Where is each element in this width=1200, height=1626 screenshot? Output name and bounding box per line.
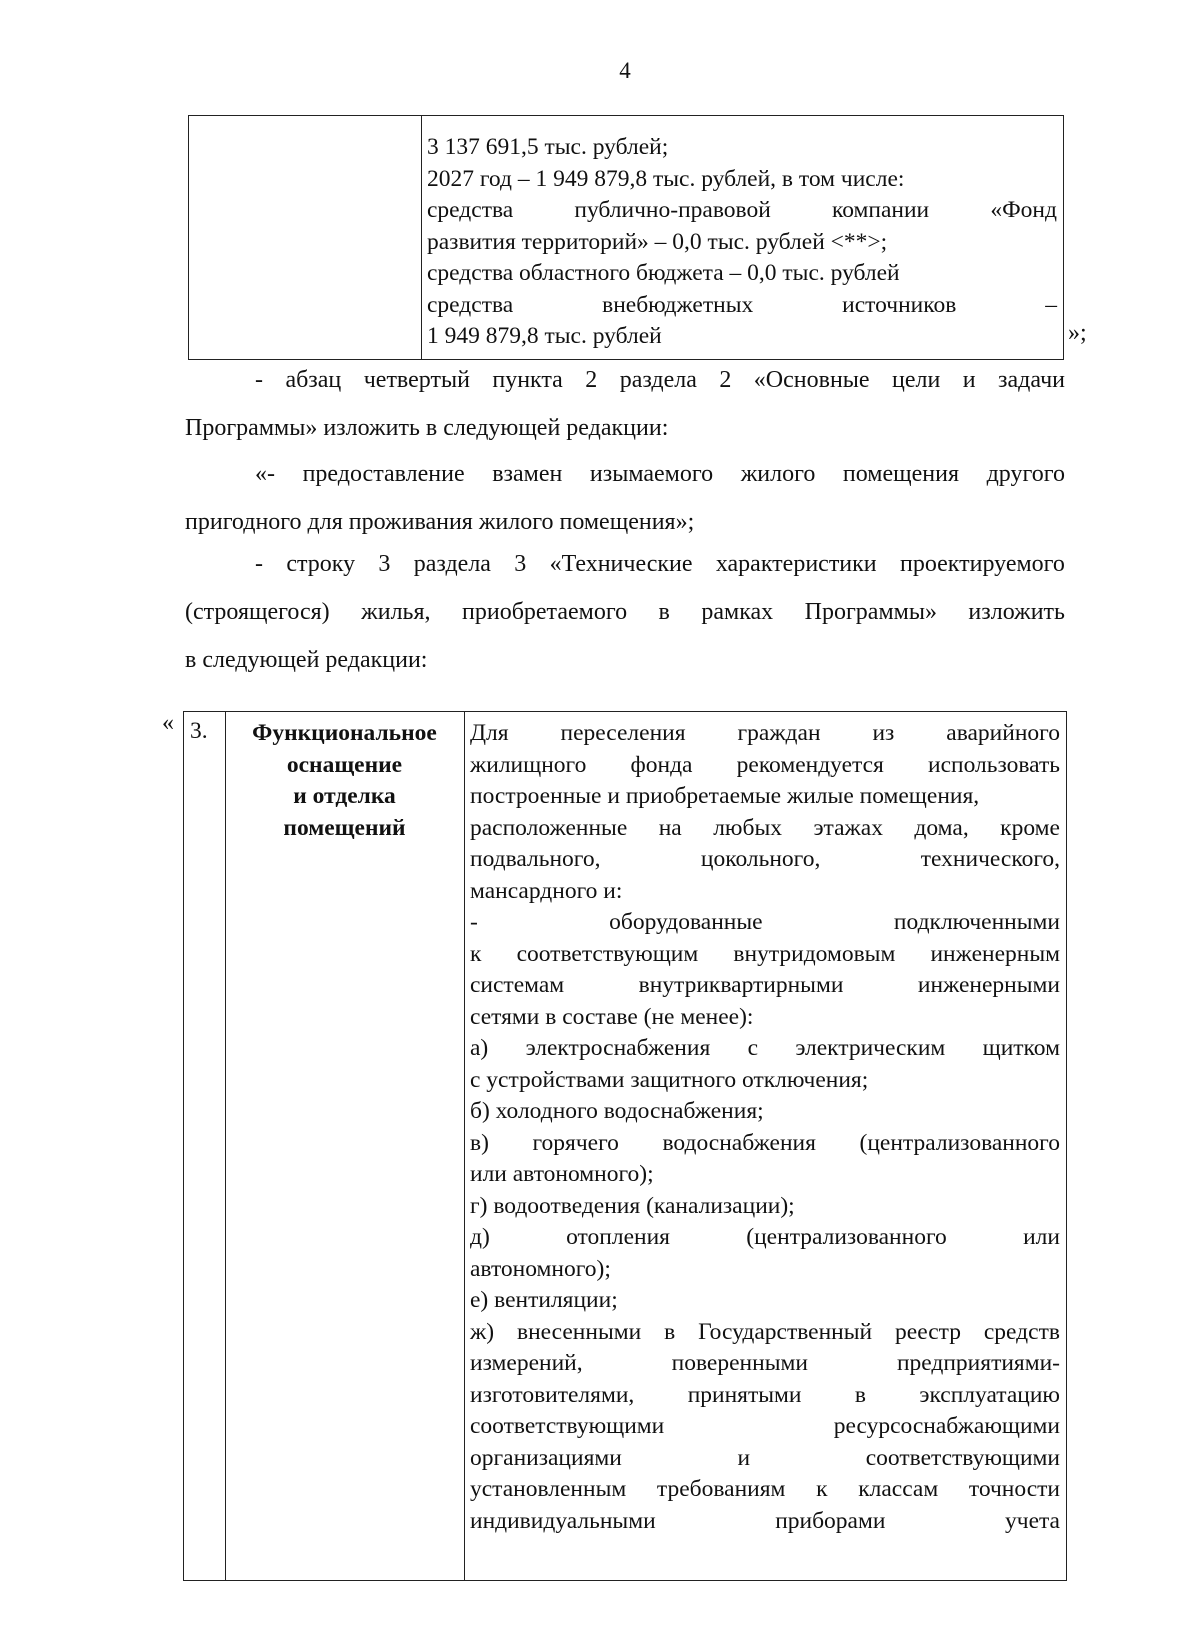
word: автономного); — [470, 1255, 611, 1282]
word: граждан — [737, 720, 821, 746]
word: строку — [286, 551, 356, 577]
word: подключенными — [893, 909, 1060, 935]
word: рамках — [701, 599, 774, 625]
word: 2 — [719, 367, 732, 393]
text-line — [470, 1128, 1060, 1160]
word: Государственный — [698, 1318, 873, 1345]
text-line — [470, 1222, 1060, 1254]
text-line — [185, 588, 1065, 636]
word: точности — [968, 1476, 1060, 1502]
word: установленным — [470, 1476, 627, 1502]
word: или автономного); — [470, 1161, 654, 1187]
word: 2 — [585, 367, 598, 393]
closing-quote-mark: »; — [1068, 320, 1087, 346]
word: инженерными — [917, 972, 1060, 998]
word: 3 — [378, 551, 391, 577]
header-line: и отделка — [293, 783, 396, 809]
paragraph-section-2-amendment — [185, 356, 1065, 452]
word: средства — [427, 291, 514, 318]
text-line — [470, 1002, 1060, 1034]
word: с устройствами защитного отключения; — [470, 1066, 869, 1093]
text-line — [470, 1191, 1060, 1223]
funding-table-label-cell — [189, 116, 422, 359]
word: аварийного — [946, 720, 1060, 746]
word: горячего — [532, 1129, 619, 1156]
word: средства — [427, 197, 514, 223]
word: отопления — [566, 1224, 670, 1250]
word: реестр — [895, 1318, 961, 1345]
word: 2027 год – 1 949 879,8 тыс. рублей, в том числе: — [427, 165, 905, 192]
text-line — [470, 1065, 1060, 1097]
text-line — [427, 227, 1057, 259]
text-line — [470, 813, 1060, 845]
text-line — [185, 404, 1065, 452]
word: и — [737, 1444, 751, 1471]
word: цокольного, — [700, 846, 821, 872]
word: характеристики — [715, 551, 877, 577]
word: развития территорий» – 0,0 тыс. рублей <**>; — [427, 228, 888, 255]
text-line — [427, 164, 1057, 196]
text-line — [427, 258, 1057, 290]
word: - — [255, 367, 263, 393]
word: принятыми — [687, 1381, 802, 1408]
word: изготовителями, — [470, 1381, 635, 1408]
word: расположенные — [470, 814, 628, 841]
word: рекомендуется — [736, 751, 884, 778]
text-line — [470, 750, 1060, 782]
word: жилья, — [361, 599, 431, 625]
word: в следующей редакции: — [185, 647, 428, 673]
word: жилищного — [470, 751, 587, 778]
text-line — [185, 498, 1065, 546]
technical-characteristics-table — [183, 711, 1067, 1581]
text-line — [470, 970, 1060, 1002]
text-line — [427, 321, 1057, 353]
word: д) — [470, 1224, 490, 1250]
text-line — [470, 844, 1060, 876]
funding-table — [188, 115, 1064, 360]
funding-table-value-cell — [427, 132, 1057, 353]
word: 3 — [514, 551, 527, 577]
word: учета — [1005, 1507, 1060, 1534]
paragraph-new-text — [185, 450, 1065, 546]
word: (централизованного — [746, 1224, 947, 1250]
word: внебюджетных — [602, 291, 754, 318]
word: внутридомовым — [733, 940, 896, 967]
word: «Фонд — [990, 197, 1057, 223]
text-line — [470, 781, 1060, 813]
word: «Технические — [549, 551, 693, 577]
word: пункта — [492, 367, 563, 393]
word: измерений, — [470, 1350, 583, 1376]
word: цели — [892, 367, 941, 393]
word: и — [962, 367, 976, 393]
word: 1 949 879,8 тыс. рублей — [427, 323, 662, 349]
word: построенные и приобретаемые жилые помещения, — [470, 783, 980, 809]
word: соответствующими — [470, 1413, 665, 1439]
word: Программы» — [804, 599, 937, 625]
word: ж) — [470, 1318, 495, 1345]
text-line — [470, 1159, 1060, 1191]
word: соответствующим — [516, 940, 699, 967]
word: на — [658, 814, 682, 841]
word: системам — [470, 972, 565, 998]
word: водоснабжения — [662, 1129, 816, 1156]
row-description-cell — [470, 718, 1060, 1537]
word: источников — [842, 291, 957, 318]
word: другого — [986, 461, 1065, 487]
word: средства областного бюджета – 0,0 тыс. рублей — [427, 260, 900, 286]
word: пригодного для проживания жилого помещения»; — [185, 509, 695, 535]
word: технического, — [920, 846, 1060, 872]
paragraph-section-3-amendment — [185, 540, 1065, 684]
text-line — [185, 636, 1065, 684]
text-line — [470, 1474, 1060, 1506]
word: изымаемого — [589, 461, 714, 487]
text-line — [470, 1380, 1060, 1412]
text-line — [470, 1411, 1060, 1443]
text-line — [470, 1096, 1060, 1128]
word: щитком — [982, 1035, 1060, 1061]
word: организациями — [470, 1444, 622, 1471]
word: требованиям — [656, 1476, 786, 1502]
text-line — [185, 540, 1065, 588]
word: а) — [470, 1035, 489, 1061]
word: эксплуатацию — [919, 1381, 1060, 1408]
word: использовать — [928, 751, 1060, 778]
word: оборудованные — [609, 909, 763, 935]
word: к — [816, 1476, 828, 1502]
word: или — [1023, 1224, 1060, 1250]
word: внесенными — [516, 1318, 642, 1345]
text-line — [470, 1285, 1060, 1317]
word: – — [1045, 291, 1057, 318]
word: предприятиями- — [896, 1350, 1060, 1376]
text-line — [470, 718, 1060, 750]
text-line — [427, 132, 1057, 164]
row-header — [229, 718, 460, 844]
word: в) — [470, 1129, 489, 1156]
word: компании — [832, 197, 930, 223]
word: предоставление — [302, 461, 465, 487]
word: 3 137 691,5 тыс. рублей; — [427, 134, 669, 160]
word: соответствующими — [865, 1444, 1060, 1471]
word: проектируемого — [899, 551, 1065, 577]
word: средств — [983, 1318, 1060, 1345]
text-line — [185, 450, 1065, 498]
word: переселения — [560, 720, 686, 746]
text-line — [470, 939, 1060, 971]
word: сетями в составе (не менее): — [470, 1003, 754, 1030]
opening-quote-mark: « — [162, 710, 174, 736]
word: Для — [470, 720, 509, 746]
word: классам — [858, 1476, 939, 1502]
text-line — [470, 1254, 1060, 1286]
word: электроснабжения — [525, 1035, 711, 1061]
word: приобретаемого — [462, 599, 628, 625]
word: инженерным — [930, 940, 1060, 967]
word: внутриквартирными — [638, 972, 844, 998]
row-header-cell — [225, 712, 465, 1580]
word: кроме — [1000, 814, 1060, 841]
header-line: Функциональное — [252, 720, 437, 746]
word: фонда — [630, 751, 693, 778]
word: жилого — [740, 461, 816, 487]
word: задачи — [998, 367, 1065, 393]
word: дома, — [914, 814, 969, 841]
word: этажах — [813, 814, 883, 841]
text-line — [470, 1033, 1060, 1065]
text-line — [427, 290, 1057, 322]
word: с — [747, 1035, 759, 1061]
word: подвального, — [470, 846, 601, 872]
word: из — [872, 720, 895, 746]
page-number: 4 — [619, 58, 631, 83]
word: в — [658, 599, 670, 625]
word: мансардного и: — [470, 877, 623, 904]
word: е) вентиляции; — [470, 1287, 618, 1313]
word: индивидуальными — [470, 1507, 656, 1534]
word: раздела — [413, 551, 491, 577]
text-line — [185, 356, 1065, 404]
text-line — [470, 907, 1060, 939]
word: г) водоотведения (канализации); — [470, 1192, 795, 1219]
word: помещения — [842, 461, 959, 487]
word: поверенными — [671, 1350, 808, 1376]
word: любых — [713, 814, 782, 841]
word: взамен — [492, 461, 563, 487]
word: раздела — [619, 367, 697, 393]
word: ресурсоснабжающими — [833, 1413, 1060, 1439]
word: в — [664, 1318, 676, 1345]
word: - — [470, 909, 478, 935]
word: абзац — [285, 367, 342, 393]
text-line — [427, 195, 1057, 227]
word: «- — [255, 461, 275, 487]
word: публично-правовой — [574, 197, 771, 223]
word: электрическим — [795, 1035, 946, 1061]
text-line — [470, 1348, 1060, 1380]
header-line: оснащение — [286, 751, 403, 778]
text-line — [470, 1317, 1060, 1349]
row-number-cell — [184, 712, 226, 1580]
text-line — [470, 876, 1060, 908]
text-line — [470, 1506, 1060, 1538]
header-line: помещений — [283, 814, 406, 841]
word: «Основные — [753, 367, 870, 393]
word: - — [255, 551, 263, 577]
word: к — [470, 940, 482, 967]
text-line — [470, 1443, 1060, 1475]
word: четвертый — [363, 367, 470, 393]
word: (централизованного — [859, 1129, 1060, 1156]
row-number: 3. — [190, 718, 208, 744]
word: изложить — [968, 599, 1065, 625]
word: приборами — [775, 1507, 886, 1534]
word: б) холодного водоснабжения; — [470, 1098, 764, 1124]
word: Программы» изложить в следующей редакции: — [185, 415, 669, 441]
word: (строящегося) — [185, 599, 330, 625]
word: в — [854, 1381, 866, 1408]
